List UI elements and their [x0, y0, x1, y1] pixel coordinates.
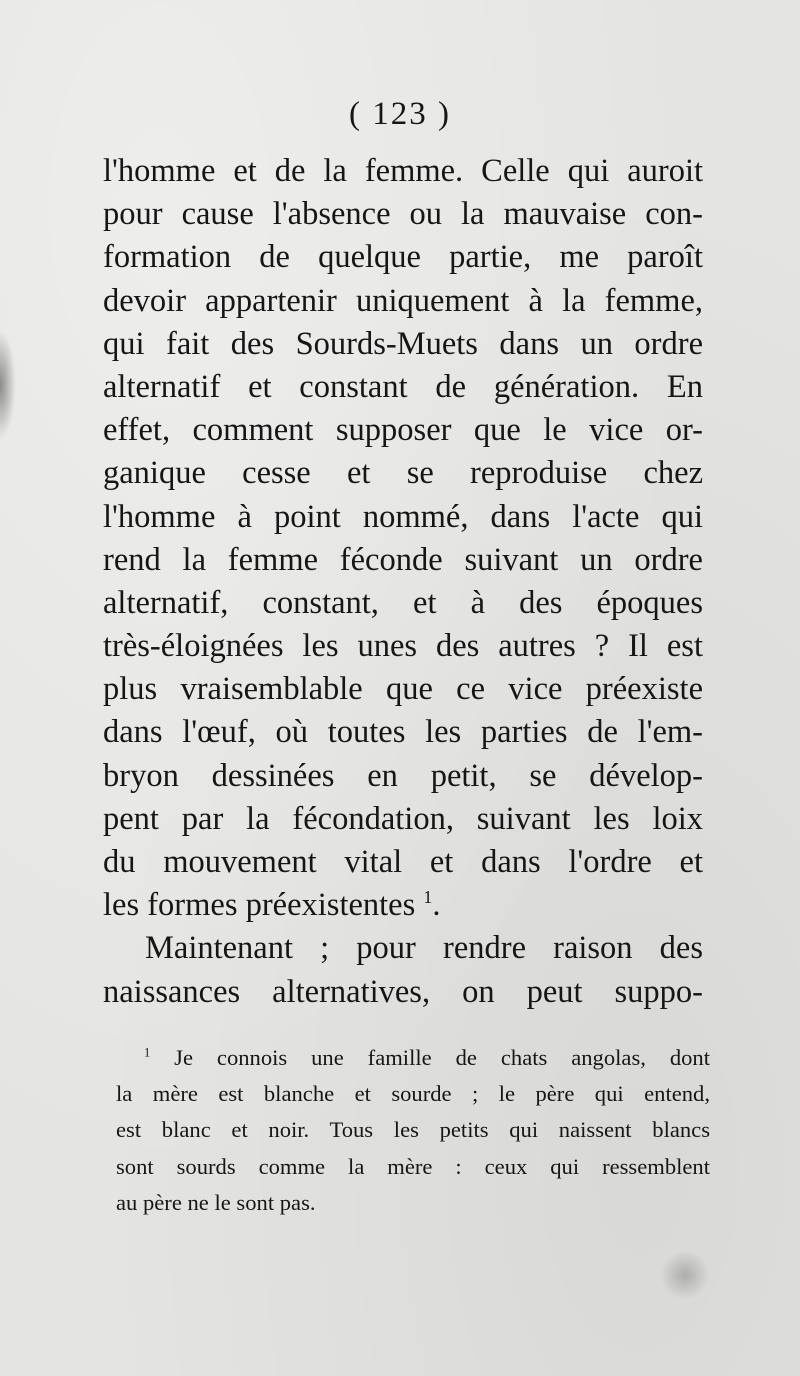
paper-stain	[660, 1250, 710, 1300]
footnote-line: au père ne le sont pas.	[116, 1189, 316, 1215]
text-line: l'homme à point nommé, dans l'acte qui	[103, 498, 703, 535]
footnote-line: est blanc et noir. Tous les petits qui naissent blancs	[116, 1117, 710, 1143]
text-line: alternatif, constant, et à des époques	[103, 584, 703, 621]
text-line: qui fait des Sourds-Muets dans un ordre	[103, 325, 703, 362]
text-line: formation de quelque partie, me paroît	[103, 239, 703, 276]
text-line: du mouvement vital et dans l'ordre et	[103, 844, 703, 880]
body-text	[103, 150, 703, 1014]
footnote-reference: 1	[423, 887, 433, 908]
text-line: bryon dessinées en petit, se dévelop-	[103, 757, 703, 794]
footnote	[116, 1040, 710, 1221]
text-line: dans l'œuf, où toutes les parties de l'em-	[103, 714, 703, 751]
text-line: alternatif et constant de génération. En	[103, 368, 703, 405]
text-line: pent par la fécondation, suivant les loix	[103, 800, 703, 837]
text-line: pour cause l'absence ou la mauvaise con-	[103, 196, 703, 233]
page-number: ( 123 )	[349, 96, 451, 132]
text-line: rend la femme féconde suivant un ordre	[103, 541, 703, 578]
footnote-text: Je connois une famille de chats angolas, dont	[174, 1045, 710, 1070]
text-line: devoir appartenir uniquement à la femme,	[103, 282, 703, 319]
footnote-line: la mère est blanche et sourde ; le père qui entend,	[116, 1081, 710, 1107]
text-line: très-éloignées les unes des autres ? Il est	[103, 628, 703, 665]
footnote-line: sont sourds comme la mère : ceux qui ressemblent	[116, 1153, 710, 1179]
text-line: plus vraisemblable que ce vice préexiste	[103, 671, 703, 708]
text-line-with-note	[103, 884, 703, 927]
text-line: les formes préexistentes	[103, 887, 416, 924]
footnote-marker: 1	[144, 1045, 151, 1060]
footnote-line	[116, 1040, 710, 1076]
text-line: ganique cesse et se reproduise chez	[103, 455, 703, 492]
page-edge-shadow	[0, 330, 16, 440]
text-line-paragraph-start: Maintenant ; pour rendre raison des	[145, 930, 703, 967]
text-line: effet, comment supposer que le vice or-	[103, 412, 703, 449]
text-line: naissances alternatives, on peut suppo-	[103, 973, 703, 1010]
footnote-reference-period: .	[432, 887, 441, 924]
text-line: l'homme et de la femme. Celle qui auroit	[103, 153, 703, 189]
